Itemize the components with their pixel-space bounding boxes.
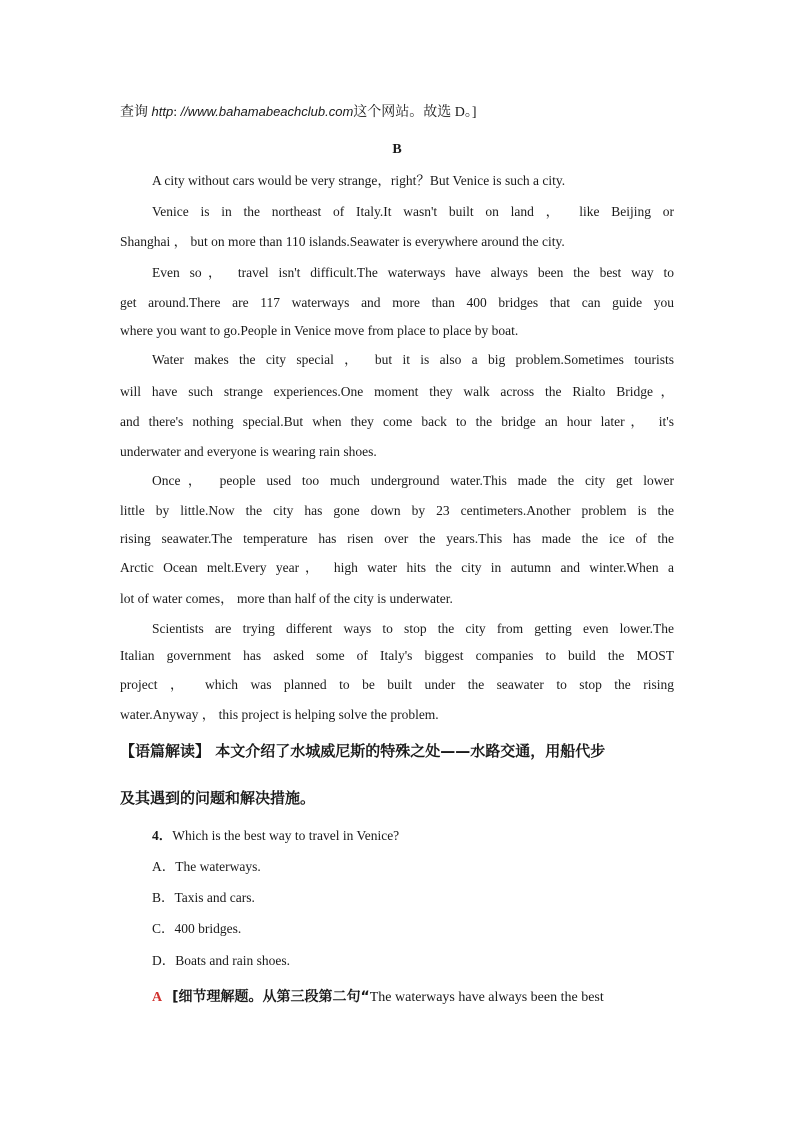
section-label: B [392, 142, 402, 157]
answer-explanation-cn: [细节理解题。从第三段第二句“ [172, 989, 370, 1005]
passage-line: Shanghai ， but on more than 110 islands.Seawater is everywhere around the city. [120, 234, 565, 249]
passage-line: Once， people used too much underground water.This made the city get lower [152, 473, 674, 488]
passage-line: lot of water comes， more than half of the city is underwater. [120, 591, 453, 606]
passage-line: will have such strange experiences.One moment they walk across the Rialto Bridge， [120, 384, 674, 399]
query-suffix: 这个网站。故选 D。] [353, 105, 477, 120]
passage-line: Venice is in the northeast of Italy.It wasn't built on land ， like Beijing or [152, 204, 674, 219]
option-c: C．400 bridges. [152, 921, 242, 936]
passage-line: where you want to go.People in Venice move from place to place by boat. [120, 323, 519, 338]
passage-line: underwater and everyone is wearing rain shoes. [120, 444, 377, 459]
passage-analysis-line: 【语篇解读】 本文介绍了水城威尼斯的特殊之处——水路交通，用船代步 [120, 742, 606, 760]
passage-analysis-line: 及其遇到的问题和解决措施。 [120, 789, 316, 807]
passage-line: little by little.Now the city has gone down by 23 centimeters.Another problem is the [120, 503, 674, 518]
passage-line: Arctic Ocean melt.Every year， high water hits the city in autumn and winter.When a [120, 560, 674, 575]
passage-line: water.Anyway ， this project is helping solve the problem. [120, 707, 439, 722]
answer-letter: A [152, 990, 163, 1005]
passage-line: rising seawater.The temperature has risen over the years.This has made the ice of the [120, 531, 674, 546]
passage-line: Scientists are trying different ways to stop the city from getting even lower.The [152, 621, 674, 636]
question-number: 4． [152, 828, 173, 843]
url-colon: : [173, 105, 178, 120]
question-text: Which is the best way to travel in Venice? [172, 828, 400, 843]
url-protocol: http [151, 104, 174, 119]
url-link[interactable]: //www.bahamabeachclub.com [180, 104, 354, 119]
passage-line: Even so， travel isn't difficult.The waterways have always been the best way to [152, 265, 674, 280]
passage-line: Water makes the city special ， but it is also a big problem.Sometimes tourists [152, 352, 674, 367]
option-b: B．Taxis and cars. [152, 890, 255, 905]
continuation-line [120, 103, 674, 122]
option-a: A．The waterways. [152, 859, 261, 874]
answer-explanation-en: The waterways have always been the best [369, 990, 604, 1005]
passage-line: and there's nothing special.But when they come back to the bridge an hour later， it's [120, 414, 674, 429]
answer-line [120, 988, 674, 1007]
passage-line: project ， which was planned to be built under the seawater to stop the rising [120, 677, 674, 692]
query-prefix: 查询 [120, 105, 148, 120]
passage-line: A city without cars would be very strange，right？But Venice is such a city. [152, 173, 566, 188]
question-stem [120, 827, 674, 845]
passage-line: get around.There are 117 waterways and more than 400 bridges that can guide you [120, 295, 674, 310]
passage-line: Italian government has asked some of Italy's biggest companies to build the MOST [120, 648, 674, 663]
option-d: D．Boats and rain shoes. [152, 953, 290, 968]
